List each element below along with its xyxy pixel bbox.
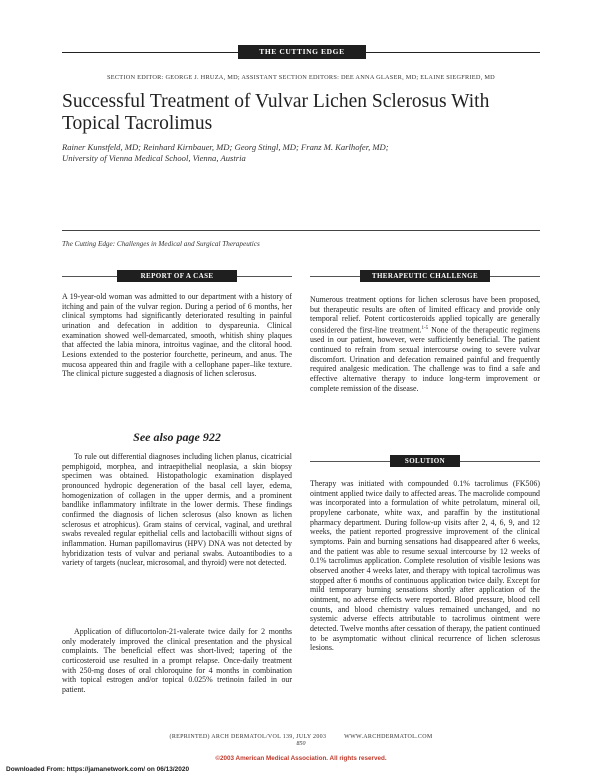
section-editors: SECTION EDITOR: GEORGE J. HRUZA, MD; ASSISTANT SECTION EDITORS: DEE ANNA GLASER, MD; ELAINE SIEGFRIED, MD [106,74,495,81]
solution-paragraph: Therapy was initiated with compounded 0.1% tacrolimus (FK506) ointment applied twice daily to affected areas. The macrolide compound was incorporated into a formulation of white petrolatum, mineral oil, propylene carbonate, white wax, and paraffin by the institutional pharmacy department. During follow-up visits after 2, 4, 6, 9, and 12 weeks, the patient reported progressive improvement of the clinical symptoms. Pain and burning sensations had disappeared after 6 weeks, and the patient was able to resume sexual intercourse by 12 weeks of 0.1% tacrolimus application. Complete resolution of visible lesions was observed another 4 weeks later, and therapy with topical tacrolimus was stopped after 6 months of continuous application twice daily. Except for mild temporary burning sensations shortly after application of the ointment, no adverse effects were reported. Blood pressure, blood cell counts, and blood chemistry values remained unchanged, and no systemic adverse effects attributable to tacrolimus ointment were detected. Twelve months after cessation of therapy, the patient continued to be asymptomatic without clinical recurrence of lichen sclerosus lesions. [310,479,540,653]
solution-heading: SOLUTION [390,455,460,467]
download-notice: Downloaded From: https://jamanetwork.com/ on 06/13/2020 [6,766,190,773]
page-number: 850 [296,741,306,747]
challenge-heading: THERAPEUTIC CHALLENGE [360,270,490,282]
journal-citation: (REPRINTED) ARCH DERMATOL/VOL 139, JULY 2003 WWW.ARCHDERMATOL.COM [169,734,433,740]
challenge-paragraph [310,295,540,393]
author-block [62,142,540,164]
challenge-text-b: None of the therapeutic regimens used in our patient, however, were sufficiently beneficial. The patient continued to refrain from sexual intercourse owing to severe vulvar discomfort. Urination and defecation remained painful and frequently required analgesic medication. The challenge was to find a safe and effective alternative therapy to induce long-term improvement or complete remission of the disease. [310,325,540,393]
report-paragraph-1: A 19-year-old woman was admitted to our department with a history of itching and pain of the vulvar region. During a period of 6 months, her clinical symptoms had significantly deteriorated resulting in painful urination and defecation in addition to dyspareunia. Clinical examination showed well-demarcated, smooth, whitish shiny plaques that affected the labia minora, introitus vaginae, and the clitoral hood. Lesions extended to the posterior fourchette, perineum, and anus. The mucosa appeared thin and fragile with a cellophane paper–like texture. The clinical picture suggested a diagnosis of lichen sclerosus. [62,292,292,379]
report-heading: REPORT OF A CASE [117,270,237,282]
report-paragraph-2: To rule out differential diagnoses including lichen planus, cicatricial pemphigoid, morphea, and intraepithelial neoplasia, a skin biopsy specimen was obtained. Histopathologic examination displayed pronounced hydropic degeneration of the basal cell layer, edema, homogenization of collagen in the upper dermis, and a prominent bandlike inflammatory infiltrate in the lower dermis. These findings confirmed the diagnosis of lichen sclerosus (also known as lichen sclerosus et atrophicus). Gram stains of cervical, vaginal, and urethral swabs revealed regular epithelial cells and lactobacilli without signs of inflammation. Human papillomavirus (HPV) DNA was not detected by hybridization tests of vulvar and perianal swabs. Autoantibodies to a variety of targets (nuclear, microsomal, and thyroid) were not detected. [62,452,292,568]
series-title: The Cutting Edge: Challenges in Medical and Surgical Therapeutics [62,240,260,248]
see-also-callout[interactable]: See also page 922 [133,430,221,444]
copyright-notice: ©2003 American Medical Association. All rights reserved. [215,755,387,762]
series-rule [62,230,540,231]
report-paragraph-3: Application of diflucortolon-21-valerate twice daily for 2 months only moderately improved the clinical presentation and the physical complaints. The beneficial effect was short-lived; tapering of the corticosteroid use resulted in a prompt relapse. Once-daily treatment with 250-mg doses of oral chloroquine for 4 months in combination with topical estrogen and/or topical 0.025% tretinoin failed in our patient. [62,627,292,694]
author-names: Rainer Kunstfeld, MD; Reinhard Kirnbauer, MD; Georg Stingl, MD; Franz M. Karlhofer, MD; [62,142,389,152]
article-title: Successful Treatment of Vulvar Lichen Sclerosus With Topical Tacrolimus [62,91,490,134]
challenge-text-a: Numerous treatment options for lichen sclerosus have been proposed, but therapeutic results are often of limited efficacy and provide only temporal relief. Potent corticosteroids applied topically are generally considered the first-line treatment. [310,295,540,335]
author-affiliation: University of Vienna Medical School, Vienna, Austria [62,153,246,163]
section-band: THE CUTTING EDGE [238,45,366,59]
challenge-citation: 1-5 [421,325,429,331]
